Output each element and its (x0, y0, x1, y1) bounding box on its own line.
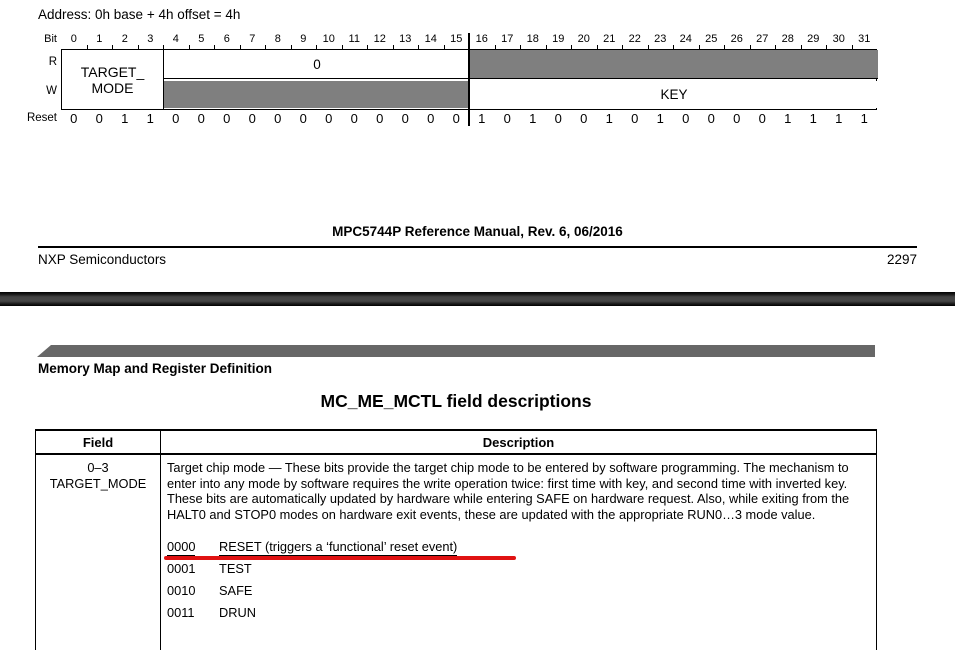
bit-number: 30 (832, 33, 845, 45)
field-cell (36, 455, 161, 650)
bit-row-label: Bit (44, 33, 57, 45)
bit-number: 20 (577, 33, 590, 45)
field-name: TARGET_MODE (49, 475, 147, 491)
bit-number: 2 (121, 33, 128, 45)
field-descriptions-table-title: MC_ME_MCTL field descriptions (320, 391, 592, 411)
bit-number: 31 (858, 33, 871, 45)
reset-value: 0 (733, 111, 741, 126)
footer-page-number: 2297 (886, 252, 917, 267)
bit-number: 19 (552, 33, 565, 45)
reset-value: 1 (529, 111, 537, 126)
value-code: 0011 (167, 605, 195, 621)
reset-row-label: Reset (26, 112, 57, 124)
reset-value: 0 (350, 111, 358, 126)
table-header-row (36, 431, 876, 455)
field-value-row (167, 539, 870, 561)
write-reserved-cell (164, 81, 470, 109)
field-descriptions-table (35, 429, 877, 650)
reset-value: 1 (146, 111, 154, 126)
value-label: DRUN (219, 605, 256, 621)
reset-value: 0 (503, 111, 511, 126)
field-value-row (167, 605, 870, 627)
bit-number: 8 (274, 33, 281, 45)
manual-footer-title: MPC5744P Reference Manual, Rev. 6, 06/2016 (332, 224, 623, 239)
reset-value: 0 (707, 111, 715, 126)
bit-number: 27 (756, 33, 769, 45)
bit-number: 13 (399, 33, 412, 45)
description-column-header: Description (482, 434, 555, 450)
bit-number: 22 (628, 33, 641, 45)
reset-value: 0 (172, 111, 180, 126)
chapter-banner (37, 345, 875, 357)
field-value-row (167, 561, 870, 583)
reset-value: 0 (452, 111, 460, 126)
bit-number: 7 (249, 33, 256, 45)
reset-value: 1 (605, 111, 613, 126)
reset-value: 1 (121, 111, 129, 126)
reset-value: 1 (784, 111, 792, 126)
bit-number: 12 (373, 33, 386, 45)
bit-number: 4 (172, 33, 179, 45)
footer-row (38, 252, 917, 267)
key-field-cell: KEY (470, 81, 878, 109)
field-bits: 0–3 (87, 460, 109, 475)
value-code: 0000 (167, 539, 196, 555)
reset-value: 0 (580, 111, 588, 126)
section-header: Memory Map and Register Definition (38, 361, 273, 376)
field-description-paragraph: Target chip mode — These bits provide the target chip mode to be entered by software programming. The mechanism to enter into any mode by software requires the write operation twice: first time with key, and second time with inverted key. These bits are automatically updated by hardware while entering SAFE on hardware request. Also, while exiting from the HALT0 and STOP0 modes on hardware exit events, these are updated with the appropriate RUN0…3 mode value. (167, 460, 850, 522)
bit-number: 16 (475, 33, 488, 45)
reset-value: 0 (299, 111, 307, 126)
field-values-list (167, 539, 870, 627)
footer-rule (38, 246, 917, 248)
reset-value: 0 (376, 111, 384, 126)
bit-number: 11 (348, 33, 360, 45)
reset-value: 0 (554, 111, 562, 126)
reset-value: 0 (70, 111, 78, 126)
reset-value: 1 (656, 111, 664, 126)
bit-number: 0 (70, 33, 77, 45)
reset-value: 0 (325, 111, 333, 126)
bit-number: 23 (654, 33, 667, 45)
bit-number: 9 (300, 33, 307, 45)
description-cell (161, 455, 876, 650)
reset-value: 0 (197, 111, 205, 126)
target-mode-field-cell (62, 50, 164, 109)
reset-value: 0 (223, 111, 231, 126)
table-row (36, 455, 876, 650)
bit-number: 18 (526, 33, 539, 45)
reset-value: 0 (95, 111, 103, 126)
red-underline-annotation (164, 556, 516, 560)
field-value-row (167, 583, 870, 605)
read-zero-cell: 0 (164, 50, 470, 79)
reset-value: 0 (682, 111, 690, 126)
value-code: 0010 (167, 583, 196, 599)
reset-value: 1 (860, 111, 868, 126)
reset-value: 0 (401, 111, 409, 126)
bit-number: 25 (705, 33, 718, 45)
value-label: TEST (219, 561, 252, 577)
write-row-label: W (46, 85, 57, 97)
bit-number: 21 (603, 33, 616, 45)
footer-company: NXP Semiconductors (38, 252, 167, 267)
reset-value: 1 (478, 111, 486, 126)
reset-value: 0 (631, 111, 639, 126)
register-address-line: Address: 0h base + 4h offset = 4h (38, 7, 241, 22)
reset-value: 0 (248, 111, 256, 126)
field-column-header: Field (36, 431, 161, 453)
target-mode-line1: TARGET_ (80, 63, 145, 80)
bit-number: 29 (807, 33, 820, 45)
bit-number: 28 (781, 33, 794, 45)
bit-number: 15 (450, 33, 463, 45)
bit-number: 1 (96, 33, 103, 45)
reset-value: 1 (835, 111, 843, 126)
bit-number: 17 (501, 33, 514, 45)
bit-number: 6 (223, 33, 230, 45)
value-code: 0001 (167, 561, 196, 577)
reset-value: 0 (758, 111, 766, 126)
bit-number: 14 (424, 33, 437, 45)
bit-number: 24 (679, 33, 692, 45)
bit-number: 3 (147, 33, 154, 45)
target-mode-line2: MODE (91, 79, 134, 96)
value-label: SAFE (219, 583, 253, 599)
value-label: RESET (triggers a ‘functional’ reset event) (219, 539, 457, 556)
bit-number: 26 (730, 33, 743, 45)
reset-value: 0 (274, 111, 282, 126)
read-reserved-cell (470, 50, 878, 79)
bit-number: 10 (322, 33, 335, 45)
reset-value: 1 (809, 111, 817, 126)
reset-value: 0 (427, 111, 435, 126)
halfword-divider-line (468, 33, 470, 126)
bit-number: 5 (198, 33, 205, 45)
page-separator-band (0, 292, 955, 306)
read-row-label: R (48, 56, 57, 68)
